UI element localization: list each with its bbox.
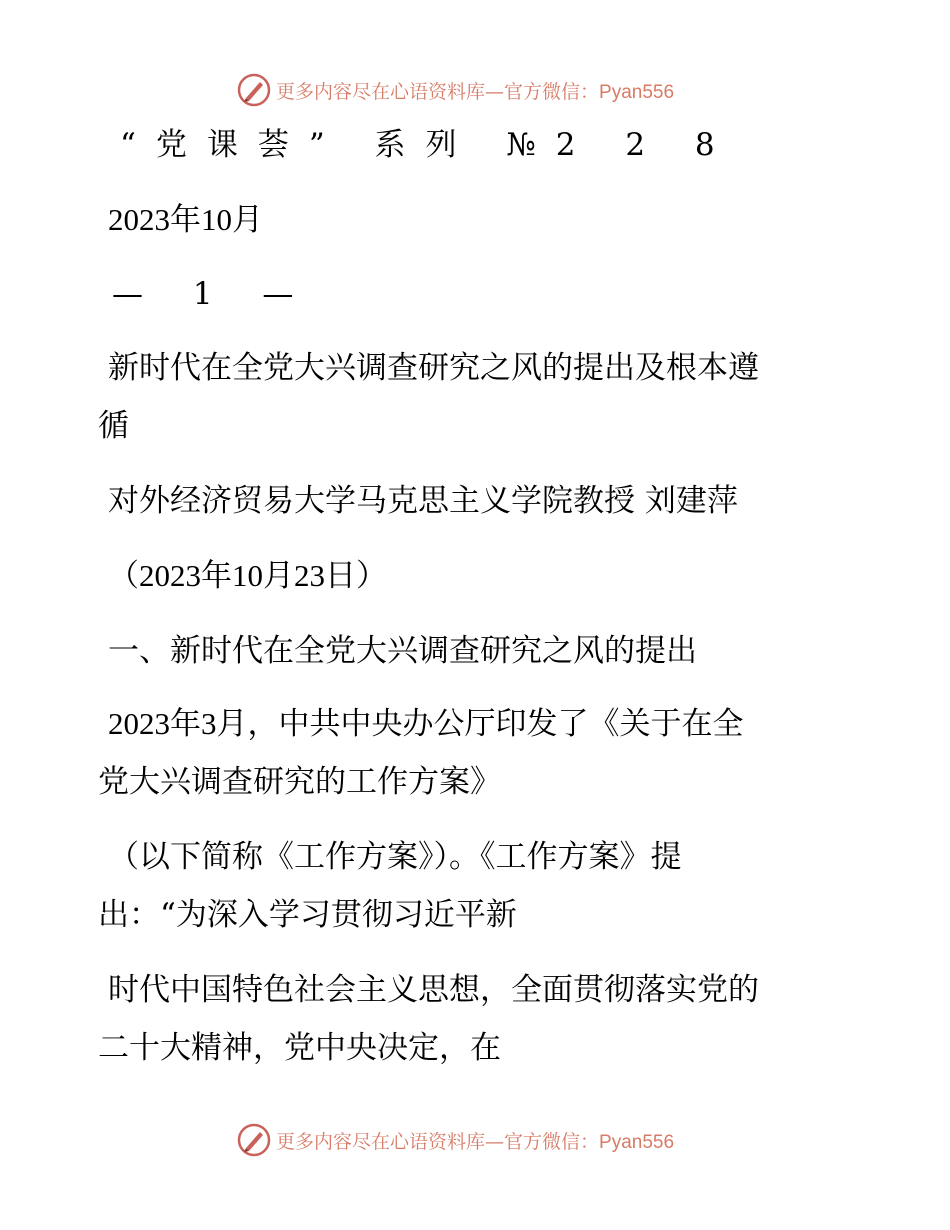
document-title-line1: 新时代在全党大兴调查研究之风的提出及根本遵: [108, 350, 759, 386]
watermark-text: 更多内容尽在心语资料库—官方微信：Pyan556: [276, 80, 675, 103]
paragraph-line: 党大兴调查研究的工作方案》: [98, 764, 501, 800]
talk-date-line: （2023年10月23日）: [108, 558, 387, 593]
document-title-line2: 循: [98, 408, 129, 444]
pen-logo-icon: [236, 72, 272, 108]
watermark-wechat-id: Pyan556: [599, 81, 675, 103]
watermark-wechat-id: Pyan556: [599, 1131, 675, 1153]
author-line: 对外经济贸易大学马克思主义学院教授 刘建萍: [108, 483, 738, 519]
series-line: “党课荟” 系列 №2 2 8: [120, 127, 735, 163]
section-heading: 一、新时代在全党大兴调查研究之风的提出: [108, 633, 697, 669]
paragraph-line: 二十大精神，党中央决定，在: [98, 1030, 501, 1066]
paragraph-line: （以下简称《工作方案》）。《工作方案》提: [108, 839, 682, 875]
footer-watermark: [236, 1122, 796, 1158]
header-watermark: [236, 72, 796, 108]
watermark-text: 更多内容尽在心语资料库—官方微信：Pyan556: [276, 1130, 675, 1153]
paragraph-line: 出：“为深入学习贯彻习近平新: [98, 897, 517, 933]
page-marker: — 1 —: [112, 276, 314, 312]
date-line: 2023年10月: [108, 202, 263, 237]
paragraph-line: 2023年3月，中共中央办公厅印发了《关于在全: [108, 706, 744, 741]
paragraph-line: 时代中国特色社会主义思想，全面贯彻落实党的: [108, 972, 759, 1008]
pen-logo-icon: [236, 1122, 272, 1158]
